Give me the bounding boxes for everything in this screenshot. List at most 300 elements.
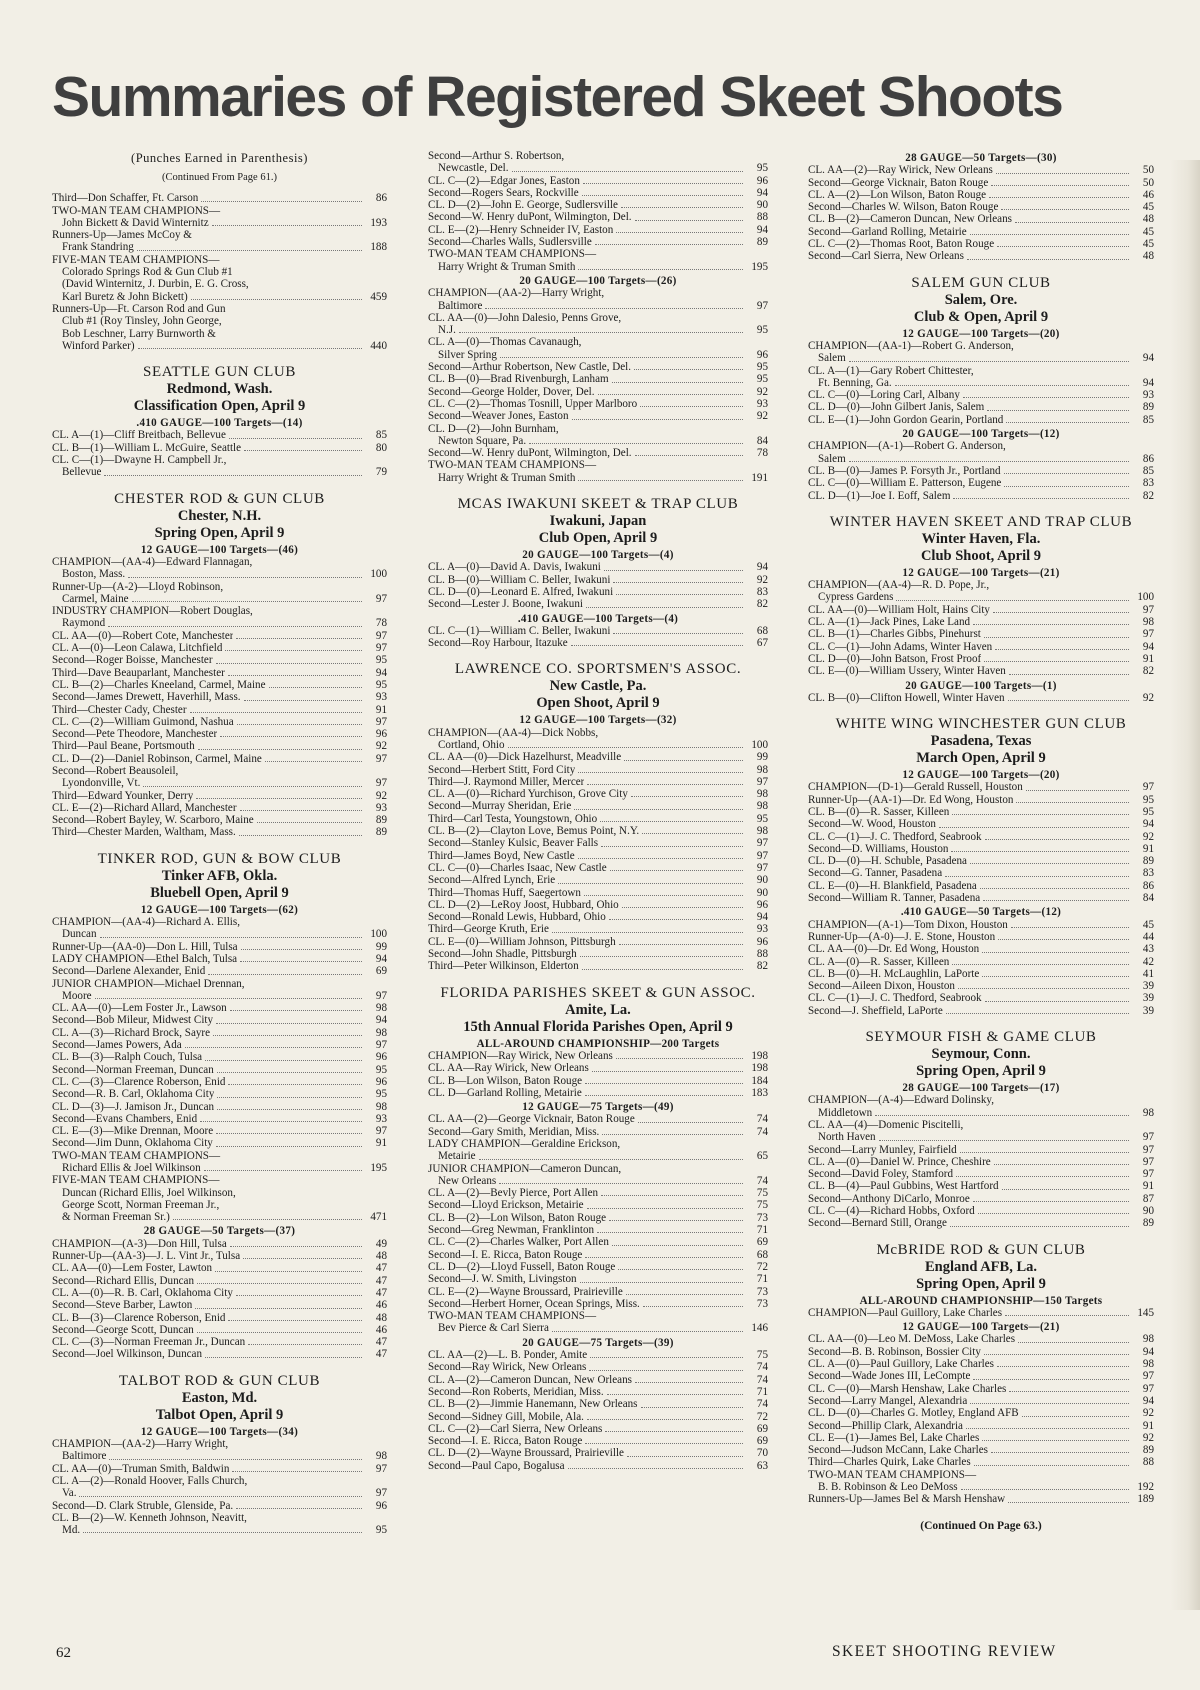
result-line xyxy=(808,1395,1154,1407)
dot-leader xyxy=(196,798,362,799)
club-location: Winter Haven, Fla. xyxy=(921,530,1041,547)
result-line xyxy=(808,1444,1154,1456)
result-score: 100 xyxy=(370,568,387,581)
result-score: 48 xyxy=(375,1250,387,1263)
result-score: 95 xyxy=(756,373,768,386)
result-score: 98 xyxy=(1142,1358,1154,1371)
result-text: CL. E—(0)—William Johnson, Pittsburgh xyxy=(428,935,616,948)
dot-leader xyxy=(958,988,1129,989)
dot-leader xyxy=(1008,700,1129,701)
result-line xyxy=(52,568,387,580)
result-text: CL. AA—(0)—Dick Hazelhurst, Meadville xyxy=(428,751,622,764)
dot-leader xyxy=(875,1115,1129,1116)
result-text: N.J. xyxy=(438,324,456,337)
dot-leader xyxy=(582,969,743,970)
result-score: 94 xyxy=(1142,1345,1154,1358)
result-score: 93 xyxy=(756,923,768,936)
event-title: Classification Open, April 9 xyxy=(133,398,306,415)
result-text: Second—Robert Bayley, W. Scarboro, Maine xyxy=(52,814,254,827)
gauge-heading: 20 GAUGE—75 Targets—(39) xyxy=(522,1336,674,1349)
result-text: CL. D—(0)—H. Schuble, Pasadena xyxy=(808,855,967,868)
result-score: 44 xyxy=(1142,930,1154,943)
dot-leader xyxy=(1004,473,1129,474)
dot-leader xyxy=(137,250,362,251)
event-title: Spring Open, April 9 xyxy=(916,1063,1046,1080)
result-text: Third—Peter Wilkinson, Elderton xyxy=(428,960,579,973)
result-text-line: (David Winternitz, J. Durbin, E. G. Cross, xyxy=(62,278,249,291)
dot-leader xyxy=(173,1219,362,1220)
result-line xyxy=(428,175,768,187)
result-text-line: INDUSTRY CHAMPION—Robert Douglas, xyxy=(52,605,253,618)
dot-leader xyxy=(585,1095,743,1096)
result-line xyxy=(808,806,1154,818)
result-line xyxy=(428,1447,768,1459)
result-line xyxy=(808,968,1154,980)
result-line xyxy=(808,189,1154,201)
result-text: Second—John Shadle, Pittsburgh xyxy=(428,948,577,961)
result-text: Second—G. Tanner, Pasadena xyxy=(808,867,943,880)
result-text: CL. D—(0)—John Gilbert Janis, Salem xyxy=(808,401,985,414)
result-line xyxy=(808,1358,1154,1370)
dot-leader xyxy=(220,736,362,737)
result-score: 82 xyxy=(1142,489,1154,502)
dot-leader xyxy=(508,747,743,748)
result-line xyxy=(52,192,387,204)
result-text-line: CHAMPION—(A-4)—Edward Dolinsky, xyxy=(808,1094,995,1107)
result-score: 191 xyxy=(751,471,768,484)
result-text: Second—Garland Rolling, Metairie xyxy=(808,225,967,238)
dot-leader xyxy=(974,1465,1129,1466)
result-text: LADY CHAMPION—Ethel Balch, Tulsa xyxy=(52,952,238,965)
dot-leader xyxy=(228,1084,362,1085)
result-score: 72 xyxy=(756,1410,768,1423)
dot-leader xyxy=(640,406,743,407)
result-text: CL. C—(2)—William Guimond, Nashua xyxy=(52,715,234,728)
club-header xyxy=(808,1029,1154,1080)
dot-leader xyxy=(138,348,362,349)
club-name: LAWRENCE CO. SPORTSMEN'S ASSOC. xyxy=(454,661,742,678)
result-text: CL. B—(1)—Charles Gibbs, Pinehurst xyxy=(808,628,981,641)
result-line xyxy=(808,1180,1154,1192)
result-text: Second—Judson McCann, Lake Charles xyxy=(808,1444,988,1457)
club-name: SEATTLE GUN CLUB xyxy=(143,364,296,381)
club-header xyxy=(808,716,1154,767)
result-score: 86 xyxy=(375,192,387,205)
result-score: 94 xyxy=(375,1014,387,1027)
dot-leader xyxy=(216,1146,362,1147)
dot-leader xyxy=(552,932,743,933)
result-text: Salem xyxy=(818,352,846,365)
club-name: FLORIDA PARISHES SKEET & GUN ASSOC. xyxy=(440,984,756,1001)
result-line xyxy=(808,477,1154,489)
result-text-line: CHAMPION—(AA-2)—Harry Wright, xyxy=(52,1438,229,1451)
club-name: MCAS IWAKUNI SKEET & TRAP CLUB xyxy=(457,496,739,513)
result-text: CL. A—(0)—R. B. Carl, Oklahoma City xyxy=(52,1286,233,1299)
club-location: Redmond, Wash. xyxy=(166,381,273,398)
result-line xyxy=(808,1481,1154,1493)
dot-leader xyxy=(216,1133,362,1134)
club-header xyxy=(428,985,768,1036)
result-score: 95 xyxy=(375,654,387,667)
result-score: 97 xyxy=(1142,628,1154,641)
result-score: 98 xyxy=(375,1450,387,1463)
result-score: 96 xyxy=(756,935,768,948)
result-line xyxy=(428,1298,768,1310)
result-text: Second—Norman Freeman, Duncan xyxy=(52,1063,214,1076)
dot-leader xyxy=(963,397,1129,398)
dot-leader xyxy=(982,976,1129,977)
result-score: 94 xyxy=(756,911,768,924)
result-score: 97 xyxy=(375,752,387,765)
result-line xyxy=(808,1307,1154,1319)
result-score: 84 xyxy=(756,434,768,447)
result-line xyxy=(808,1333,1154,1345)
dot-leader xyxy=(616,594,743,595)
result-text: CL. B—(1)—William L. McGuire, Seattle xyxy=(52,441,242,454)
result-line xyxy=(52,1275,387,1287)
dot-leader xyxy=(1006,422,1129,423)
gauge-heading: 28 GAUGE—50 Targets—(30) xyxy=(905,152,1057,164)
result-text: CL. AA—Ray Wirick, New Orleans xyxy=(428,1062,589,1075)
result-line xyxy=(428,472,768,484)
result-text-line: CL. A—(0)—Thomas Cavanaugh, xyxy=(428,336,582,349)
result-score: 97 xyxy=(1142,1143,1154,1156)
result-score: 97 xyxy=(375,1462,387,1475)
result-text: CL. B—(3)—Clarence Roberson, Enid xyxy=(52,1311,226,1324)
dot-leader xyxy=(586,607,743,608)
event-title: March Open, April 9 xyxy=(916,750,1046,767)
result-line xyxy=(428,574,768,586)
result-line xyxy=(808,956,1154,968)
result-score: 97 xyxy=(1142,1155,1154,1168)
event-title: Talbot Open, April 9 xyxy=(155,1406,284,1423)
result-line xyxy=(52,291,387,303)
result-line xyxy=(428,261,768,273)
dot-leader xyxy=(953,498,1129,499)
result-text: CL. A—(3)—Richard Brock, Sayre xyxy=(52,1026,211,1039)
result-line xyxy=(428,1349,768,1361)
result-line xyxy=(428,887,768,899)
result-score: 97 xyxy=(375,1487,387,1500)
dot-leader xyxy=(950,1226,1129,1227)
club-header xyxy=(428,496,768,547)
result-line xyxy=(428,224,768,236)
result-text: Second—Joel Wilkinson, Duncan xyxy=(52,1348,203,1361)
dot-leader xyxy=(240,810,362,811)
result-line xyxy=(428,1286,768,1298)
dot-leader xyxy=(95,998,362,999)
result-text-line: Bob Leschner, Larry Burnworth & xyxy=(62,327,216,340)
dot-leader xyxy=(572,419,743,420)
result-text: CL. B—(0)—William C. Beller, Iwakuni xyxy=(428,573,611,586)
result-line xyxy=(428,800,768,812)
result-score: 47 xyxy=(375,1262,387,1275)
result-score: 95 xyxy=(375,678,387,691)
result-line xyxy=(428,162,768,174)
club-header xyxy=(52,1373,387,1424)
dot-leader xyxy=(215,1271,362,1272)
result-score: 95 xyxy=(375,1524,387,1537)
result-score: 69 xyxy=(756,1435,768,1448)
dot-leader xyxy=(598,394,744,395)
dot-leader xyxy=(248,1344,362,1345)
result-score: 50 xyxy=(1142,164,1154,177)
result-text: Second—David Foley, Stamford xyxy=(808,1168,954,1181)
result-text: CHAMPION—Paul Guillory, Lake Charles xyxy=(808,1306,1003,1319)
result-text: CL. C—(1)—J. C. Thedford, Seabrook xyxy=(808,830,982,843)
dot-leader xyxy=(568,1468,744,1469)
result-line xyxy=(428,1374,768,1386)
gauge-heading: 12 GAUGE—75 Targets—(49) xyxy=(522,1101,674,1114)
dot-leader xyxy=(602,1134,743,1135)
dot-leader xyxy=(952,814,1129,815)
result-score: 92 xyxy=(1142,1407,1154,1420)
result-text: Third—George Kruth, Erie xyxy=(428,923,549,936)
result-line xyxy=(808,1168,1154,1180)
result-score: 67 xyxy=(756,637,768,650)
event-title: Club Shoot, April 9 xyxy=(920,547,1042,564)
dot-leader xyxy=(204,1170,362,1171)
result-score: 92 xyxy=(1142,830,1154,843)
club-location: Iwakuni, Japan xyxy=(549,513,647,530)
result-line xyxy=(428,1187,768,1199)
result-score: 48 xyxy=(375,1311,387,1324)
dot-leader xyxy=(240,961,362,962)
result-line xyxy=(428,324,768,336)
dot-leader xyxy=(578,269,743,270)
result-text-line: CL. AA—(4)—Domenic Piscitelli, xyxy=(808,1118,964,1131)
result-score: 94 xyxy=(375,952,387,965)
result-line xyxy=(808,1205,1154,1217)
dot-leader xyxy=(587,1419,743,1420)
result-score: 95 xyxy=(1142,805,1154,818)
club-location: Salem, Ore. xyxy=(944,291,1018,308)
result-line xyxy=(52,1324,387,1336)
result-score: 74 xyxy=(756,1373,768,1386)
result-line xyxy=(808,465,1154,477)
result-score: 98 xyxy=(375,1002,387,1015)
result-text: CL. B—(0)—R. Sasser, Killeen xyxy=(808,805,950,818)
result-line xyxy=(428,447,768,459)
result-text-line: TWO-MAN TEAM CHAMPIONS— xyxy=(428,459,597,472)
dot-leader xyxy=(217,1097,362,1098)
result-line xyxy=(52,1076,387,1088)
dot-leader xyxy=(612,1245,743,1246)
dot-leader xyxy=(960,1152,1129,1153)
result-text: CL. D—(0)—Charles G. Motley, England AFB xyxy=(808,1407,1019,1420)
result-score: 94 xyxy=(1142,818,1154,831)
dot-leader xyxy=(982,952,1129,953)
dot-leader xyxy=(945,876,1129,877)
result-text-line: CHAMPION—(AA-4)—Edward Flannagan, xyxy=(52,555,253,568)
result-text: Karl Buretz & John Bickett) xyxy=(62,290,188,303)
gauge-heading: 12 GAUGE—100 Targets—(21) xyxy=(902,1321,1060,1334)
result-line xyxy=(428,1398,768,1410)
result-text: CL. E—(1)—James Bel, Lake Charles xyxy=(808,1431,980,1444)
result-text: Second—R. B. Carl, Oklahoma City xyxy=(52,1088,215,1101)
dot-leader xyxy=(985,1001,1129,1002)
result-text: Second—Ron Roberts, Meridian, Miss. xyxy=(428,1385,604,1398)
result-line xyxy=(428,386,768,398)
gauge-heading: ALL-AROUND CHAMPIONSHIP—200 Targets xyxy=(476,1037,720,1050)
dot-leader xyxy=(612,382,743,383)
result-score: 97 xyxy=(756,299,768,312)
dot-leader xyxy=(143,786,362,787)
dot-leader xyxy=(191,299,362,300)
dot-leader xyxy=(595,244,743,245)
result-score: 74 xyxy=(756,1125,768,1138)
result-line xyxy=(52,466,387,478)
dot-leader xyxy=(197,1283,362,1284)
result-text: Third—Dave Beauparlant, Manchester xyxy=(52,666,225,679)
result-text: Second—George Vicknair, Baton Rouge xyxy=(808,176,989,189)
result-line xyxy=(52,1299,387,1311)
result-line xyxy=(808,653,1154,665)
gauge-heading: 20 GAUGE—100 Targets—(12) xyxy=(902,428,1060,441)
result-line xyxy=(52,1336,387,1348)
result-line xyxy=(52,716,387,728)
result-text: & Norman Freeman Sr.) xyxy=(62,1211,170,1224)
result-line xyxy=(428,751,768,763)
result-score: 68 xyxy=(756,1248,768,1261)
result-line xyxy=(428,1273,768,1285)
result-text: CHAMPION—(A-1)—Tom Dixon, Houston xyxy=(808,918,1008,931)
result-score: 90 xyxy=(1142,1205,1154,1217)
dot-leader xyxy=(512,171,743,172)
result-score: 47 xyxy=(375,1336,387,1349)
result-text: CL. C—(3)—Clarence Roberson, Enid xyxy=(52,1075,226,1088)
dot-leader xyxy=(995,649,1129,650)
result-line xyxy=(52,990,387,1002)
result-text: Richard Ellis & Joel Wilkinson xyxy=(62,1162,201,1174)
result-text: CL. A—(2)—Cameron Duncan, New Orleans xyxy=(428,1373,632,1386)
result-text-line: JUNIOR CHAMPION—Cameron Duncan, xyxy=(428,1162,622,1175)
result-score: 69 xyxy=(756,1422,768,1435)
result-score: 98 xyxy=(375,1100,387,1113)
result-text: CL. B—(0)—Clifton Howell, Winter Haven xyxy=(808,691,1005,704)
result-text: Ft. Benning, Ga. xyxy=(818,376,892,389)
dot-leader xyxy=(993,612,1129,613)
result-line xyxy=(52,1463,387,1475)
dot-leader xyxy=(987,410,1129,411)
dot-leader xyxy=(638,1122,743,1123)
result-line xyxy=(808,855,1154,867)
result-line xyxy=(52,1051,387,1063)
dot-leader xyxy=(1004,486,1129,487)
dot-leader xyxy=(584,895,743,896)
dot-leader xyxy=(609,919,743,920)
dot-leader xyxy=(580,1282,743,1283)
result-text: CL. D—(2)—Daniel Robinson, Carmel, Maine xyxy=(52,752,262,765)
result-text: CL. B—(2)—Cameron Duncan, New Orleans xyxy=(808,213,1012,226)
club-header xyxy=(808,1242,1154,1293)
result-score: 91 xyxy=(1142,652,1154,665)
club-header xyxy=(52,364,387,415)
result-line xyxy=(428,1236,768,1248)
result-score: 46 xyxy=(375,1299,387,1312)
result-score: 85 xyxy=(1142,413,1154,426)
result-score: 72 xyxy=(756,1260,768,1273)
result-text: Second—Carl Sierra, New Orleans xyxy=(808,250,964,263)
result-text-line: George Scott, Norman Freeman Jr., xyxy=(62,1198,220,1211)
result-text: CL. E—(3)—Mike Drennan, Moore xyxy=(52,1125,214,1138)
dot-leader xyxy=(946,1013,1129,1014)
dot-leader xyxy=(230,1246,362,1247)
result-text-line: CHAMPION—(AA-4)—Dick Nobbs, xyxy=(428,726,599,739)
result-line xyxy=(808,1156,1154,1168)
result-text-line: CHAMPION—(AA-4)—R. D. Pope, Jr., xyxy=(808,579,990,592)
result-text: Third—Don Schaffer, Ft. Carson xyxy=(52,192,199,205)
result-line xyxy=(428,637,768,649)
result-line xyxy=(52,802,387,814)
result-line xyxy=(808,880,1154,892)
dot-leader xyxy=(1022,1416,1129,1417)
result-score: 97 xyxy=(375,592,387,605)
result-line xyxy=(808,692,1154,704)
result-text: Cortland, Ohio xyxy=(438,738,505,751)
result-text: Second—James Drewett, Haverhill, Mass. xyxy=(52,691,241,704)
result-text: Bellevue xyxy=(62,466,102,479)
dot-leader xyxy=(100,937,362,938)
result-line xyxy=(808,250,1154,262)
result-line xyxy=(52,740,387,752)
result-text: Third—Paul Beane, Portsmouth xyxy=(52,740,195,753)
result-text: Second—Sidney Gill, Mobile, Ala. xyxy=(428,1410,584,1423)
result-score: 71 xyxy=(756,1273,768,1286)
result-text: Second—William R. Tanner, Pasadena xyxy=(808,892,981,905)
gauge-heading: 12 GAUGE—100 Targets—(34) xyxy=(140,1425,299,1438)
punches-note: (Punches Earned in Parenthesis) xyxy=(131,151,308,165)
dot-leader xyxy=(552,1331,743,1332)
result-line xyxy=(808,1420,1154,1432)
gauge-heading: 20 GAUGE—100 Targets—(26) xyxy=(519,274,677,287)
dot-leader xyxy=(970,234,1129,235)
result-line xyxy=(428,788,768,800)
dot-leader xyxy=(626,1294,743,1295)
result-score: 83 xyxy=(756,585,768,598)
result-score: 100 xyxy=(370,928,387,941)
result-score: 94 xyxy=(1142,352,1154,365)
result-text: Newcastle, Del. xyxy=(438,162,509,175)
result-line xyxy=(52,1137,387,1149)
result-line xyxy=(52,1014,387,1026)
result-line xyxy=(428,911,768,923)
dot-leader xyxy=(230,1010,362,1011)
result-line xyxy=(52,593,387,605)
result-score: 94 xyxy=(756,186,768,199)
result-line xyxy=(428,1460,768,1472)
club-name: SALEM GUN CLUB xyxy=(911,274,1051,291)
result-text: CL. C—(2)—Edgar Jones, Easton xyxy=(428,174,580,187)
result-text: Second—Steve Barber, Lawton xyxy=(52,1299,193,1312)
dot-leader xyxy=(201,201,362,202)
result-score: 63 xyxy=(756,1459,768,1472)
result-line xyxy=(428,850,768,862)
result-line xyxy=(808,781,1154,793)
result-text: CL. A—(0)—Paul Guillory, Lake Charles xyxy=(808,1358,994,1371)
result-line xyxy=(808,843,1154,855)
result-score: 75 xyxy=(756,1187,768,1200)
result-line xyxy=(808,992,1154,1004)
result-line xyxy=(52,928,387,940)
event-title: Open Shoot, April 9 xyxy=(536,695,660,712)
result-line xyxy=(52,1524,387,1536)
dot-leader xyxy=(1005,1315,1129,1316)
result-score: 93 xyxy=(756,397,768,410)
result-text: Second—Charles Walls, Sudlersville xyxy=(428,236,592,249)
result-text: Third—Chester Marden, Waltham, Mass. xyxy=(52,826,236,839)
result-score: 94 xyxy=(756,223,768,236)
